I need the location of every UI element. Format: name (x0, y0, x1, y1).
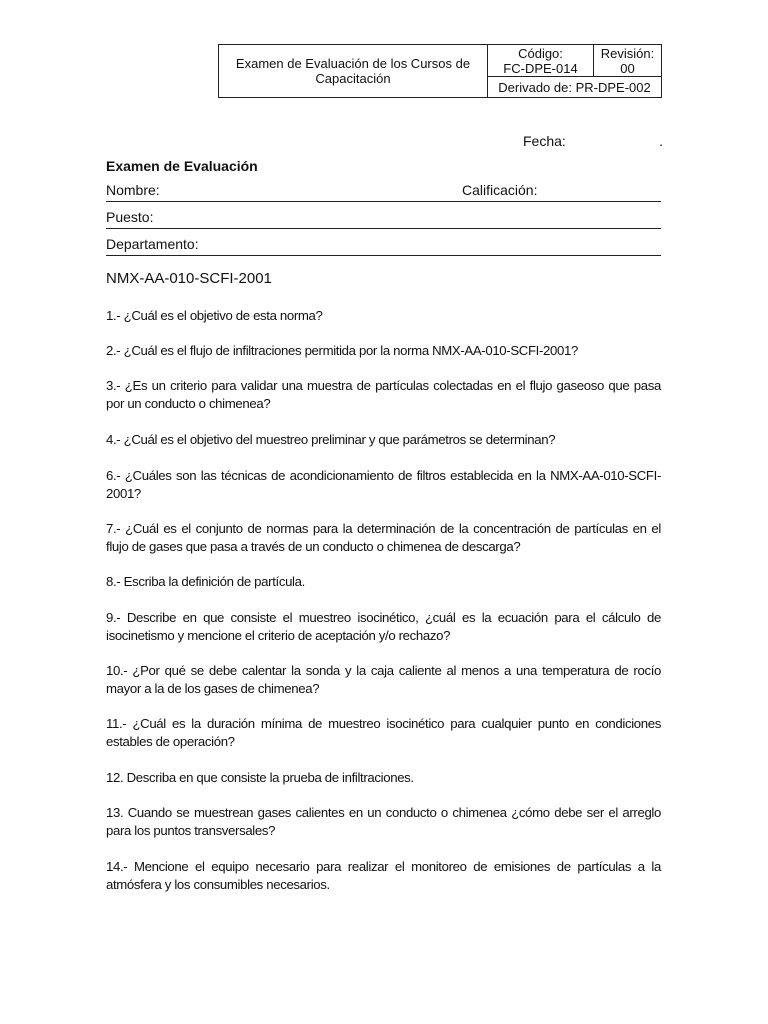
question-2: 2.- ¿Cuál es el flujo de infiltraciones permitida por la norma NMX-AA-010-SCFI-2001? (106, 343, 578, 358)
date-label: Fecha: (523, 133, 566, 149)
name-field[interactable] (106, 182, 661, 202)
name-label: Nombre: (106, 182, 160, 198)
question-12: 12. Describa en que consiste la prueba de infiltraciones. (106, 770, 414, 785)
revision-label: Revisión: (600, 45, 655, 61)
position-field[interactable] (106, 209, 661, 229)
derived-from: Derivado de: PR-DPE-002 (488, 77, 662, 98)
date-end-mark: . (659, 133, 663, 149)
standard-title: NMX-AA-010-SCFI-2001 (106, 270, 272, 287)
question-4: 4.- ¿Cuál es el objetivo del muestreo preliminar y que parámetros se determinan? (106, 432, 556, 447)
grade-label: Calificación: (462, 182, 538, 198)
question-1: 1.- ¿Cuál es el objetivo de esta norma? (106, 308, 323, 323)
code-label: Código: (518, 45, 563, 61)
question-7: 7.- ¿Cuál es el conjunto de normas para la determinación de la concentración de partículas en el flujo de gases que pasa a través de un conducto o chimenea de descarga? (106, 521, 661, 554)
code-cell (488, 45, 594, 77)
question-8: 8.- Escriba la definición de partícula. (106, 574, 305, 589)
question-3: 3.- ¿Es un criterio para validar una muestra de partículas colectadas en el flujo gaseoso que pasa por un conducto o chimenea? (106, 378, 661, 411)
document-header-table (218, 44, 662, 98)
position-label: Puesto: (106, 209, 154, 225)
question-9: 9.- Describe en que consiste el muestreo isocinético, ¿cuál es la ecuación para el cálculo de isocinetismo y mencione el criterio de aceptación y/o rechazo? (106, 610, 661, 643)
department-field[interactable] (106, 236, 661, 256)
question-10: 10.- ¿Por qué se debe calentar la sonda y la caja caliente al menos a una temperatura de rocío mayor a la de los gases de chimenea? (106, 663, 661, 696)
question-6: 6.- ¿Cuáles son las técnicas de acondicionamiento de filtros establecida en la NMX-AA-010-SCFI-2001? (106, 468, 661, 501)
exam-heading: Examen de Evaluación (106, 158, 258, 174)
department-label: Departamento: (106, 236, 199, 252)
question-13: 13. Cuando se muestrean gases calientes en un conducto o chimenea ¿cómo debe ser el arreglo para los puntos transversales? (106, 805, 661, 838)
revision-cell (594, 45, 662, 77)
revision-value: 00 (620, 60, 635, 76)
date-field[interactable] (523, 133, 663, 149)
document-title: Examen de Evaluación de los Cursos de Capacitación (219, 45, 488, 98)
question-14: 14.- Mencione el equipo necesario para realizar el monitoreo de emisiones de partículas a la atmósfera y los consumibles necesarios. (106, 859, 661, 892)
code-value: FC-DPE-014 (503, 60, 578, 76)
question-11: 11.- ¿Cuál es la duración mínima de muestreo isocinético para cualquier punto en condiciones estables de operación? (106, 716, 661, 749)
